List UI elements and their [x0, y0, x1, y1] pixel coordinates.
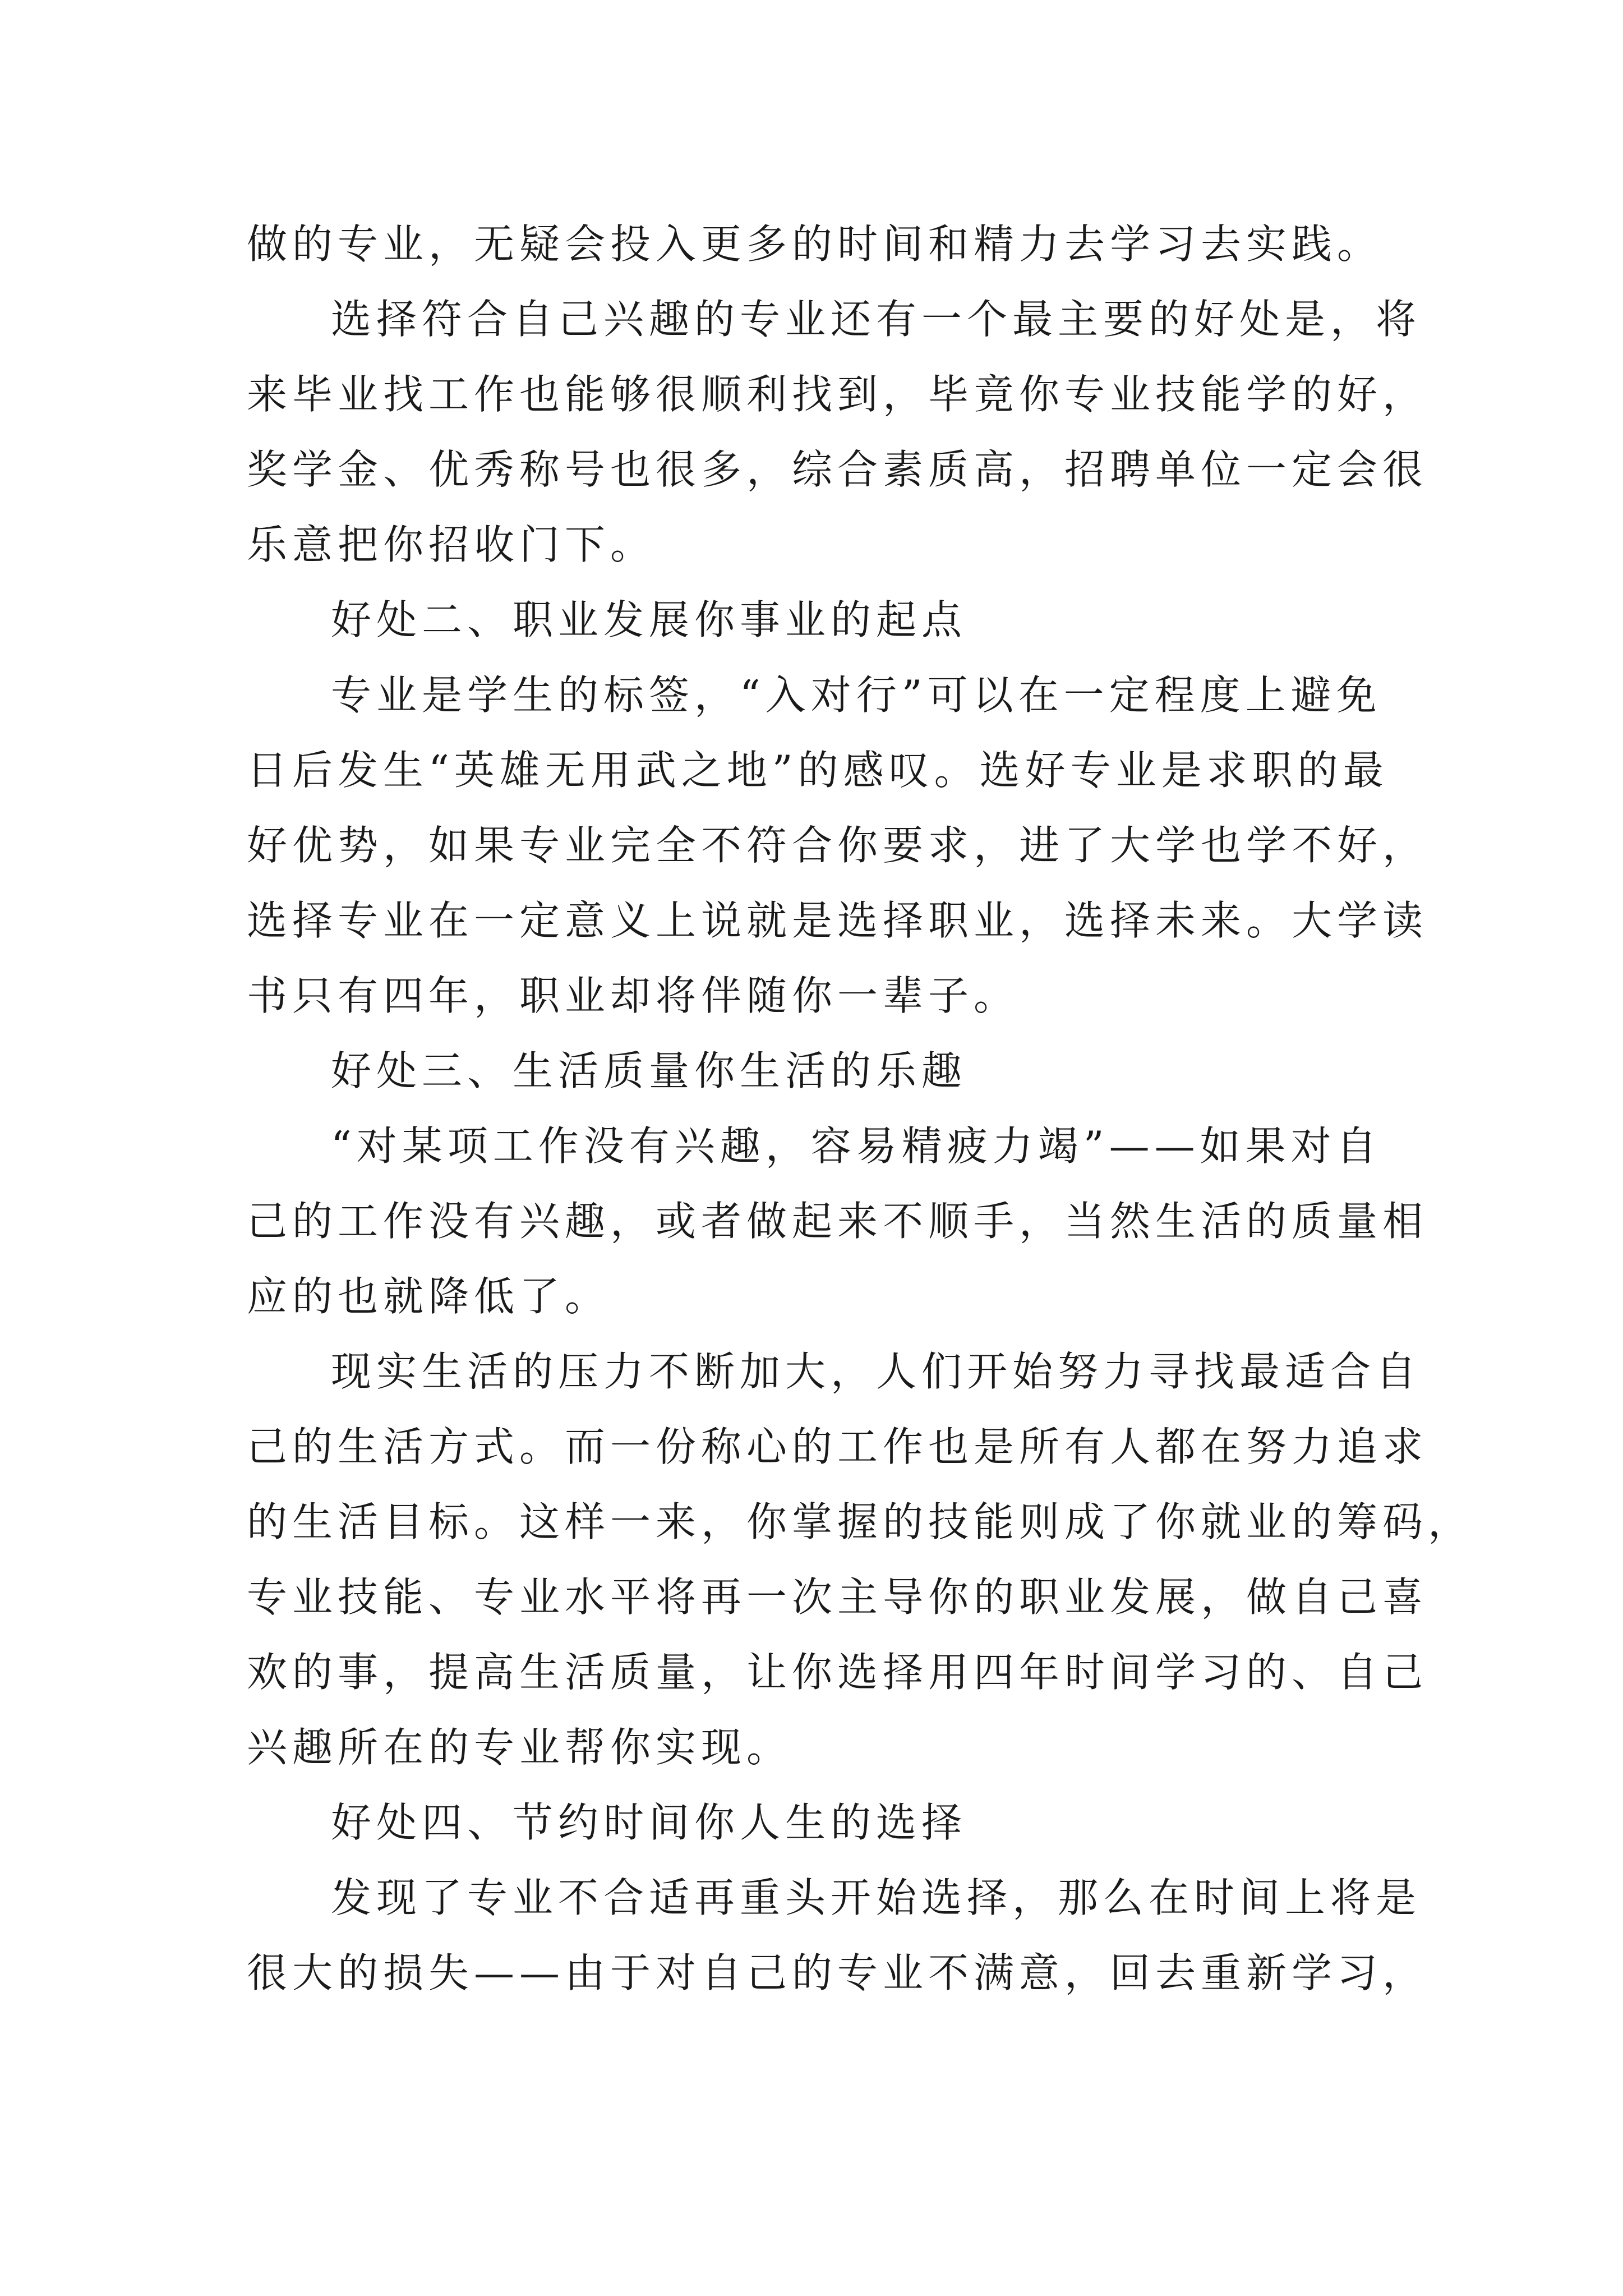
section-heading: 好处四、节约时间你人生的选择 — [331, 1799, 967, 1846]
body-text-line: 己的工作没有兴趣，或者做起来不顺手，当然生活的质量相 — [247, 1198, 1428, 1245]
body-text-line: 选择符合自己兴趣的专业还有一个最主要的好处是，将 — [331, 296, 1422, 343]
body-text-line: 选择专业在一定意义上说就是选择职业，选择未来。大学读 — [247, 897, 1428, 944]
body-text-line: 专业技能、专业水平将再一次主导你的职业发展，做自己喜 — [247, 1573, 1428, 1621]
body-text-line: 兴趣所在的专业帮你实现。 — [247, 1724, 792, 1771]
body-text-line: 做的专业，无疑会投入更多的时间和精力去学习去实践。 — [247, 220, 1383, 268]
body-text-line: 专业是学生的标签，“入对行”可以在一定程度上避免 — [331, 671, 1382, 719]
body-text-line: 奖学金、优秀称号也很多，综合素质高，招聘单位一定会很 — [247, 446, 1428, 493]
body-text-line: 好优势，如果专业完全不符合你要求，进了大学也学不好， — [247, 822, 1428, 869]
body-text-line: 来毕业找工作也能够很顺利找到，毕竟你专业技能学的好， — [247, 371, 1428, 418]
body-text-line: 书只有四年，职业却将伴随你一辈子。 — [247, 972, 1020, 1019]
section-heading: 好处二、职业发展你事业的起点 — [331, 596, 967, 643]
body-text-line: 己的生活方式。而一份称心的工作也是所有人都在努力追求 — [247, 1423, 1428, 1470]
body-text-line: 欢的事，提高生活质量，让你选择用四年时间学习的、自己 — [247, 1649, 1428, 1696]
body-text-line: 应的也就降低了。 — [247, 1273, 611, 1320]
body-text-line: 乐意把你招收门下。 — [247, 521, 656, 568]
body-text-line: 现实生活的压力不断加大，人们开始努力寻找最适合自 — [331, 1348, 1422, 1395]
body-text-line: “对某项工作没有兴趣，容易精疲力竭”——如果对自 — [331, 1122, 1382, 1170]
body-text-line: 的生活目标。这样一来，你掌握的技能则成了你就业的筹码， — [247, 1498, 1474, 1545]
body-text-line: 发现了专业不合适再重头开始选择，那么在时间上将是 — [331, 1874, 1422, 1921]
body-text-line: 日后发生“英雄无用武之地”的感叹。选好专业是求职的最 — [247, 747, 1389, 794]
body-text-line: 很大的损失——由于对自己的专业不满意，回去重新学习， — [247, 1949, 1428, 1996]
section-heading: 好处三、生活质量你生活的乐趣 — [331, 1047, 967, 1094]
